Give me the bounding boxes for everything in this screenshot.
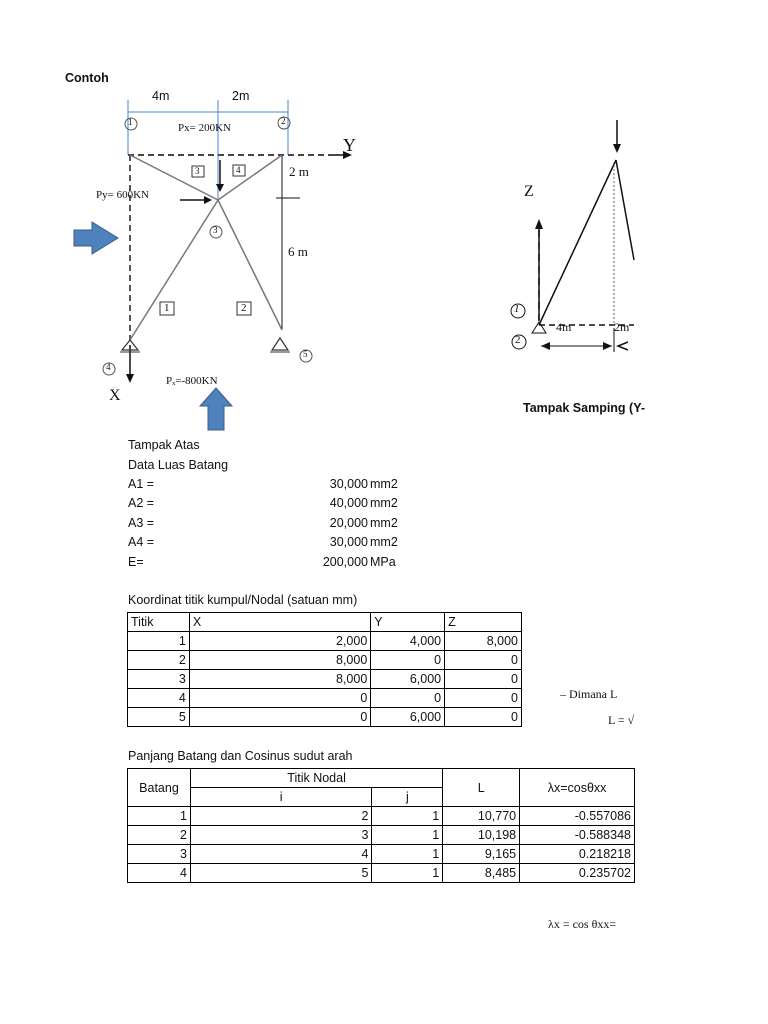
table-cell: 6,000 (371, 708, 445, 727)
node-label-2: 2 (281, 116, 286, 126)
table-header: Titik Nodal (190, 769, 442, 788)
table-cell: 2 (190, 807, 371, 826)
node-label-1: 1 (128, 117, 133, 127)
px-label: Px= 200KN (178, 122, 231, 134)
node-label-3: 3 (213, 225, 218, 235)
table-cell: 1 (372, 845, 443, 864)
table-row (128, 689, 522, 708)
table-row (128, 807, 635, 826)
table-cell: 2 (128, 651, 190, 670)
table-cell: 9,165 (443, 845, 520, 864)
axis-x-label: X (109, 387, 121, 404)
area-unit: mm2 (370, 477, 398, 491)
table-cell: 4 (128, 864, 191, 883)
elastic-modulus-label: E= (128, 555, 144, 569)
table-cell: 0 (371, 651, 445, 670)
top-view-caption: Tampak Atas (128, 438, 200, 452)
table-header: Batang (128, 769, 191, 807)
side-node-label-1: 1 (514, 303, 520, 315)
table-cell: 3 (128, 670, 190, 689)
table-cell: 0 (445, 689, 522, 708)
table-header: X (189, 613, 370, 632)
area-label: A4 = (128, 535, 155, 549)
table-cell: 4,000 (371, 632, 445, 651)
table-cell: 5 (190, 864, 371, 883)
table-cell: 3 (128, 845, 191, 864)
table-cell: -0.588348 (520, 826, 635, 845)
table-cell: 2 (128, 826, 191, 845)
table-cell: 5 (128, 708, 190, 727)
area-value: 30,000 (329, 477, 368, 491)
table-row (128, 632, 522, 651)
length-table-title: Panjang Batang dan Cosinus sudut arah (128, 749, 353, 763)
elastic-modulus-value: 200,000 (322, 555, 368, 569)
side-view-caption: Tampak Samping (Y- (523, 401, 646, 415)
area-value: 20,000 (329, 516, 368, 530)
table-cell: 8,485 (443, 864, 520, 883)
table-cell: 6,000 (371, 670, 445, 689)
table-cell: -0.557086 (520, 807, 635, 826)
table-row (128, 845, 635, 864)
area-label: A1 = (128, 477, 155, 491)
table-cell: 2,000 (189, 632, 370, 651)
dim-2m: 2m (232, 89, 250, 103)
node-label-4: 4 (106, 362, 111, 372)
side-note-line-1: – Dimana L (560, 687, 618, 701)
dim-4m: 4m (152, 89, 170, 103)
bar-label-3: 3 (195, 166, 200, 176)
table-cell: 0.218218 (520, 845, 635, 864)
table-header-row (128, 769, 635, 788)
coord-table-title: Koordinat titik kumpul/Nodal (satuan mm) (128, 593, 358, 607)
table-cell: 0 (189, 708, 370, 727)
table-header: j (372, 788, 443, 807)
table-row (128, 864, 635, 883)
pz-label: Pₓ=-800KN (166, 375, 218, 387)
table-cell: 1 (372, 826, 443, 845)
table-header: Y (371, 613, 445, 632)
axis-y-label: Y (343, 135, 356, 155)
length-table (127, 768, 635, 883)
table-cell: 1 (128, 807, 191, 826)
axis-z-label: Z (524, 183, 534, 200)
table-cell: 8,000 (445, 632, 522, 651)
table-cell: 0 (189, 689, 370, 708)
area-value: 30,000 (329, 535, 368, 549)
dim-2m-vertical: 2 m (289, 164, 309, 179)
table-cell: 0 (445, 670, 522, 689)
table-cell: 1 (128, 632, 190, 651)
table-header: λx=cosθxx (520, 769, 635, 807)
side-dim-4m: 4m (556, 320, 572, 334)
side-note-line-2: L = √ (608, 713, 635, 727)
area-data-title: Data Luas Batang (128, 458, 229, 472)
side-dim-2m: 2m (614, 320, 630, 334)
bar-label-2: 2 (241, 302, 247, 314)
table-row (128, 651, 522, 670)
table-header: Titik (128, 613, 190, 632)
table-cell: 8,000 (189, 651, 370, 670)
py-label: Py= 600KN (96, 189, 149, 201)
table-cell: 10,770 (443, 807, 520, 826)
area-label: A3 = (128, 516, 155, 530)
table-row (128, 826, 635, 845)
area-unit: mm2 (370, 496, 398, 510)
table-cell: 0 (445, 651, 522, 670)
table-cell: 4 (128, 689, 190, 708)
table-header: L (443, 769, 520, 807)
bar-label-4: 4 (236, 165, 241, 175)
table-row (128, 670, 522, 689)
coord-table (127, 612, 522, 727)
lambda-formula: λx = cos θxx= (548, 917, 617, 931)
table-cell: 0 (371, 689, 445, 708)
area-label: A2 = (128, 496, 155, 510)
heading: Contoh (65, 71, 109, 85)
bar-label-1: 1 (164, 302, 170, 314)
dim-6m-vertical: 6 m (288, 244, 308, 259)
area-value: 40,000 (329, 496, 368, 510)
table-cell: 4 (190, 845, 371, 864)
table-cell: 10,198 (443, 826, 520, 845)
node-label-5: 5 (303, 349, 308, 359)
side-node-label-2: 2 (515, 334, 521, 346)
table-header-row (128, 613, 522, 632)
elastic-modulus-unit: MPa (370, 555, 396, 569)
table-cell: 1 (372, 807, 443, 826)
table-cell: 0.235702 (520, 864, 635, 883)
table-header: Z (445, 613, 522, 632)
area-unit: mm2 (370, 535, 398, 549)
table-cell: 1 (372, 864, 443, 883)
table-row (128, 708, 522, 727)
table-header: i (190, 788, 371, 807)
area-unit: mm2 (370, 516, 398, 530)
table-cell: 0 (445, 708, 522, 727)
table-cell: 3 (190, 826, 371, 845)
table-cell: 8,000 (189, 670, 370, 689)
